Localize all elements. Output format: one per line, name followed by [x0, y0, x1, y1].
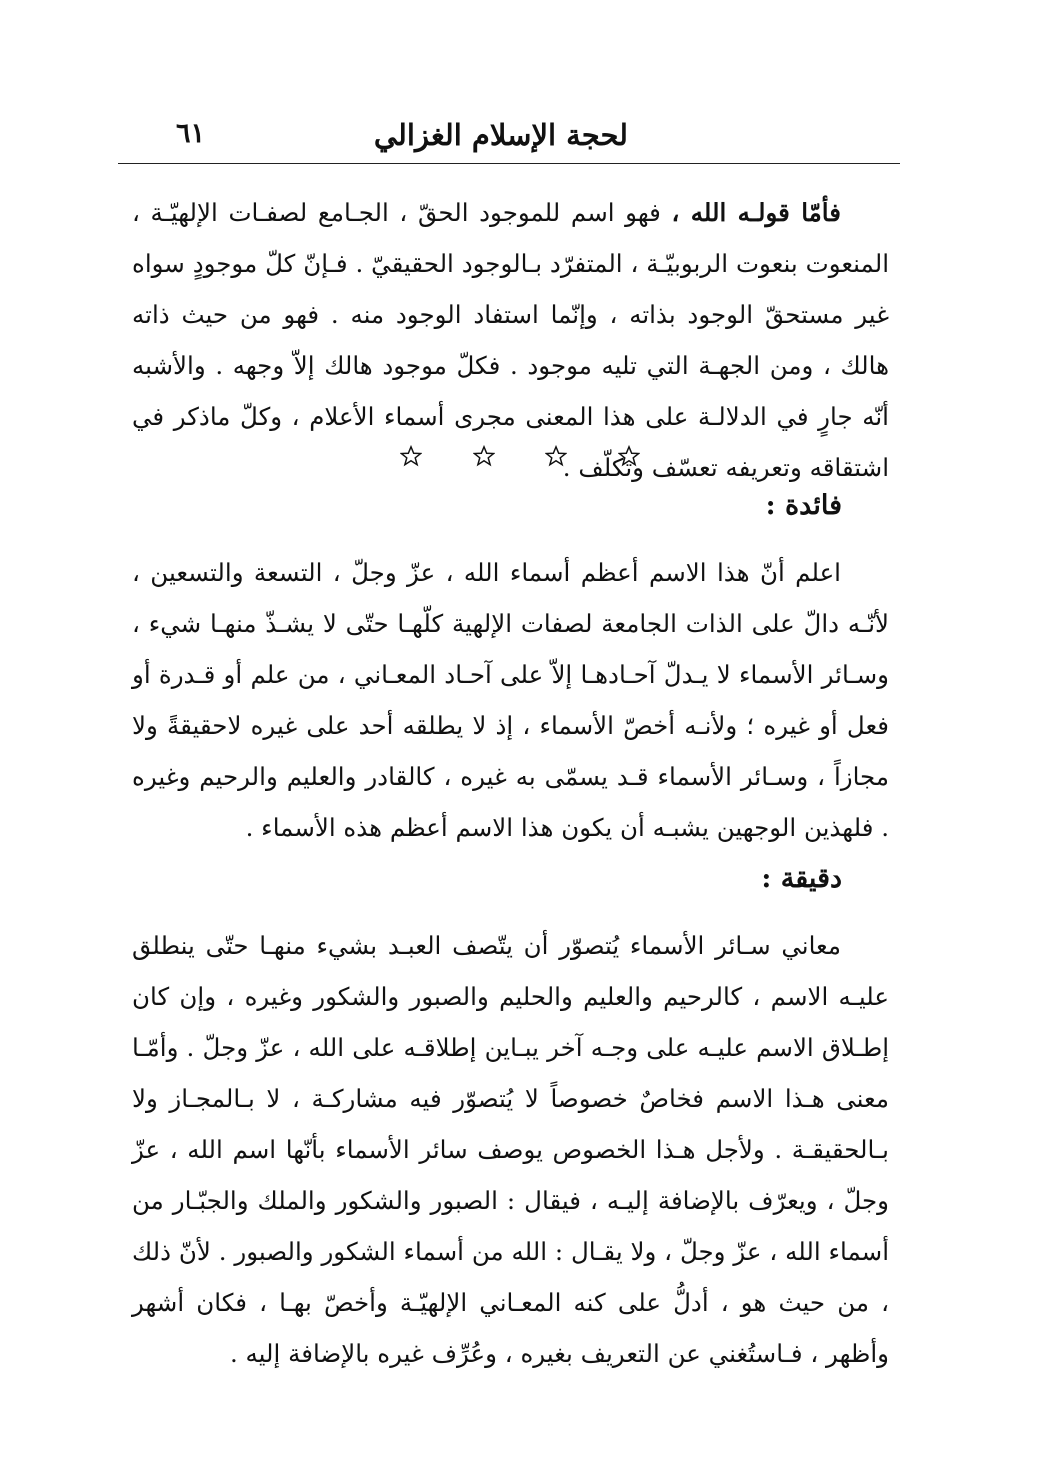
- running-header: [118, 112, 900, 160]
- faida-heading: فائدة :: [765, 490, 842, 521]
- intro-opening: فأمّا قولـه الله ،: [671, 198, 841, 227]
- page-number: ٦١: [176, 118, 206, 149]
- intro-text: فهو اسم للموجود الحقّ ، الجـامع لصفـات الإلهيّـة ، المنعوت بنعوت الربوبيّـة ، المتفرّد بـالوجود الحقيقيّ . فـإنّ كلّ موجودٍ سواه غير مستحقّ الوجود بذاته ، وإنّما استفاد الوجود منه . فهو من حيث ذاته هالك ، ومن الجهـة التي تليه موجود . فكلّ موجود هالك إلاّ وجهه . والأشبه أنّه جارٍ في الدلالـة على هذا المعنى مجرى أسماء الأعلام ، وكلّ ماذكر في اشتقاقه وتعريفه تعسّف وتكلّف .: [132, 198, 889, 482]
- daqiqa-paragraph: معاني سـائر الأسماء يُتصوّر أن يتّصف العبـد بشيء منهـا حتّى ينطلق عليـه الاسم ، كالرحيم والعليم والحليم والصبور والشكور وغيره ، وإن كان إطـلاق الاسم عليـه على وجـه آخر يبـاين إطلاقـه على الله ، عزّ وجلّ . وأمّـا معنى هـذا الاسم فخاصٌ خصوصاً لا يُتصوّر فيه مشاركـة ، لا بـالمجـاز ولا بـالحقيقـة . ولأجل هـذا الخصوص يوصف سائر الأسماء بأنّها اسم الله ، عزّ وجلّ ، ويعرّف بالإضافة إليـه ، فيقال : الصبور والشكور والملك والجبّـار من أسماء الله ، عزّ وجلّ ، ولا يقـال : الله من أسماء الشكور والصبور . لأنّ ذلك ، من حيث هو ، أدلُّ على كنه المعـاني الإلهيّـة وأخصّ بهـا ، فكان أشهر وأظهر ، فـاستُغني عن التعريف بغيره ، وعُرِّف غيره بالإضافة إليه .: [132, 931, 889, 1368]
- star-outline-icon: [473, 445, 495, 467]
- daqiqa-heading: دقيقة :: [761, 863, 842, 894]
- star-outline-icon: [618, 445, 640, 467]
- section-separator: [400, 445, 640, 475]
- faida-paragraph: اعلم أنّ هذا الاسم أعظم أسماء الله ، عزّ وجلّ ، التسعة والتسعين ، لأنّـه دالّ على الذات الجامعة لصفات الإلهية كلّهـا حتّى لا يشـذّ منهـا شيء ، وسـائر الأسماء لا يـدلّ آحـادهـا إلاّ على آحـاد المعـاني ، من علم أو قـدرة أو فعل أو غيره ؛ ولأنـه أخصّ الأسماء ، إذ لا يطلقه أحد على غيره لاحقيقةً ولا مجازاً ، وسـائر الأسماء قـد يسمّى به غيره ، كالقادر والعليم والرحيم وغيره . فلهذين الوجهين يشبـه أن يكون هذا الاسم أعظم هذه الأسماء .: [132, 558, 889, 842]
- star-outline-icon: [400, 445, 422, 467]
- header-title: لحجة الإسلام الغزالي: [373, 118, 628, 152]
- star-outline-icon: [545, 445, 567, 467]
- header-divider: [118, 163, 900, 164]
